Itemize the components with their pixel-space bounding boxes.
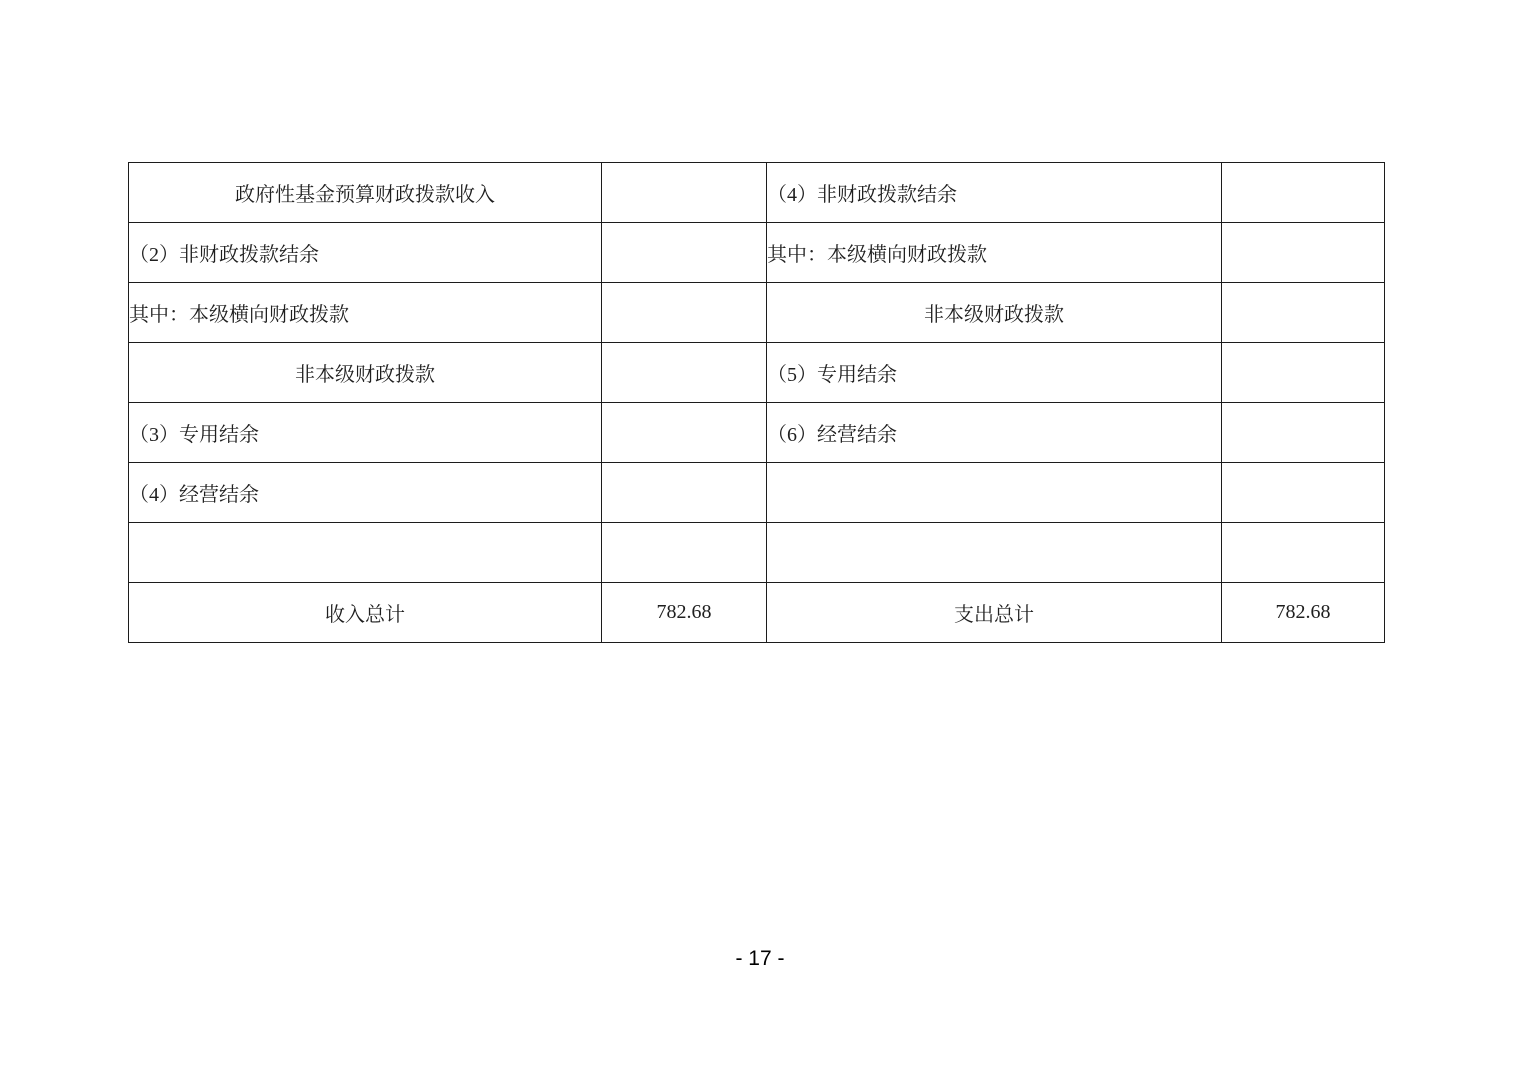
expense-amount-cell (1222, 463, 1385, 523)
expense-amount-cell (1222, 403, 1385, 463)
income-amount-cell (602, 463, 767, 523)
expense-amount-cell (1222, 523, 1385, 583)
income-total-amount-cell: 782.68 (602, 583, 767, 643)
expense-item-cell: 非本级财政拨款 (767, 283, 1222, 343)
income-amount-cell (602, 403, 767, 463)
table-row (129, 523, 1385, 583)
income-item-cell: （4）经营结余 (129, 463, 602, 523)
income-item-cell: 其中：本级横向财政拨款 (129, 283, 602, 343)
expense-item-cell: （5）专用结余 (767, 343, 1222, 403)
page-number: - 17 - (735, 947, 785, 970)
income-amount-cell (602, 163, 767, 223)
income-item-cell: 政府性基金预算财政拨款收入 (129, 163, 602, 223)
income-total-label-cell: 收入总计 (129, 583, 602, 643)
table-row (129, 223, 1385, 283)
income-item-cell: （3）专用结余 (129, 403, 602, 463)
income-amount-cell (602, 223, 767, 283)
table-row-totals (129, 583, 1385, 643)
income-amount-cell (602, 523, 767, 583)
table-row (129, 283, 1385, 343)
expense-item-cell: （4）非财政拨款结余 (767, 163, 1222, 223)
expense-amount-cell (1222, 343, 1385, 403)
income-amount-cell (602, 283, 767, 343)
expense-item-cell: （6）经营结余 (767, 403, 1222, 463)
table-row (129, 403, 1385, 463)
budget-balance-table (128, 162, 1385, 643)
expense-item-cell (767, 463, 1222, 523)
table-row (129, 343, 1385, 403)
table-row (129, 463, 1385, 523)
expense-amount-cell (1222, 163, 1385, 223)
income-item-cell (129, 523, 602, 583)
income-item-cell: （2）非财政拨款结余 (129, 223, 602, 283)
expense-item-cell: 其中：本级横向财政拨款 (767, 223, 1222, 283)
income-item-cell: 非本级财政拨款 (129, 343, 602, 403)
expense-item-cell (767, 523, 1222, 583)
expense-total-amount-cell: 782.68 (1222, 583, 1385, 643)
expense-amount-cell (1222, 283, 1385, 343)
table-row (129, 163, 1385, 223)
income-amount-cell (602, 343, 767, 403)
expense-total-label-cell: 支出总计 (767, 583, 1222, 643)
expense-amount-cell (1222, 223, 1385, 283)
